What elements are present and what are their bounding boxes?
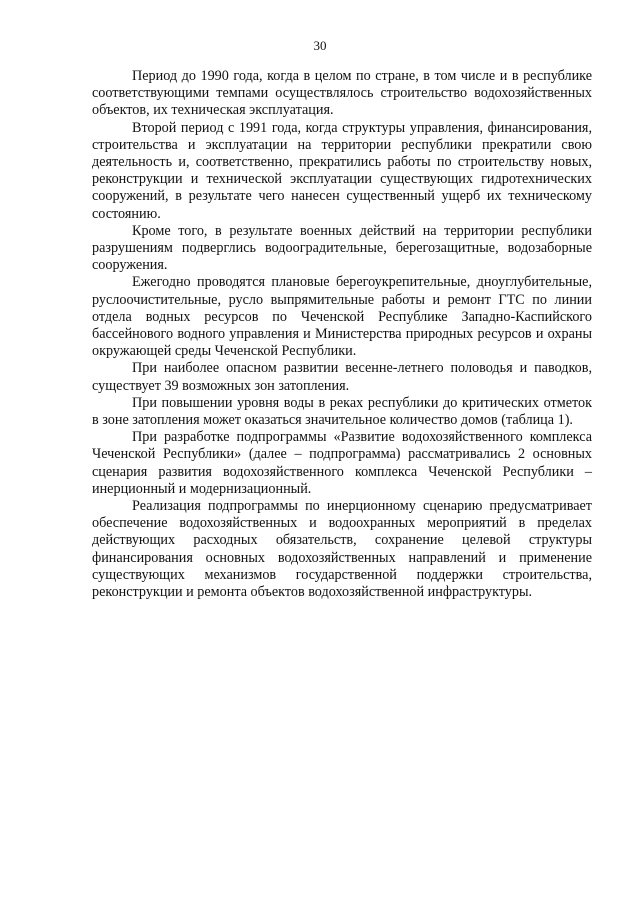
paragraph-military-damage: Кроме того, в результате военных действий на территории республики разрушениям подверглись водооградительные, берегозащитные, водозаборные сооружения. (92, 222, 592, 274)
paragraph-inertial-scenario: Реализация подпрограммы по инерционному сценарию предусматривает обеспечение водохозяйственных и водоохранных мероприятий в пределах действующих расходных обязательств, сохранение целевой структуры финансирования основных водохозяйственных направлений и применение существующих механизмов государственной поддержки строительства, реконструкции и ремонта объектов водохозяйственной инфраструктуры. (92, 498, 592, 601)
paragraph-period-before-1990: Период до 1990 года, когда в целом по стране, в том числе и в республике соответствующими темпами осуществлялось строительство водохозяйственных объектов, их техническая эксплуатация. (92, 68, 592, 119)
page-number: 30 (313, 38, 327, 53)
paragraph-period-since-1991: Второй период с 1991 года, когда структуры управления, финансирования, строительства и эксплуатации на территории республики прекратили свою деятельность и, соответственно, прекратились работы по строительству новых, реконструкции и технической эксплуатации существующих гидротехнических сооружений, в результате чего нанесен существенный ущерб их техническому состоянию. (92, 119, 592, 222)
paragraph-flood-zones: При наиболее опасном развитии весенне-летнего половодья и паводков, существует 39 возможных зон затопления. (92, 360, 592, 394)
paragraph-annual-works: Ежегодно проводятся плановые берегоукрепительные, дноуглубительные, руслоочистительные, русло выпрямительные работы и ремонт ГТС по линии отдела водных ресурсов по Чеченской Республике Западно-Каспийского бассейнового водного управления и Министерства природных ресурсов и охраны окружающей среды Чеченской Республики. (92, 274, 592, 360)
paragraph-subprogram-scenarios: При разработке подпрограммы «Развитие водохозяйственного комплекса Чеченской Республики» (далее – подпрограмма) рассматривались 2 основных сценария развития водохозяйственного комплекса Чеченской Республики – инерционный и модернизационный. (92, 429, 592, 497)
document-body (92, 68, 592, 601)
paragraph-water-level: При повышении уровня воды в реках республики до критических отметок в зоне затопления может оказаться значительное количество домов (таблица 1). (92, 394, 592, 429)
